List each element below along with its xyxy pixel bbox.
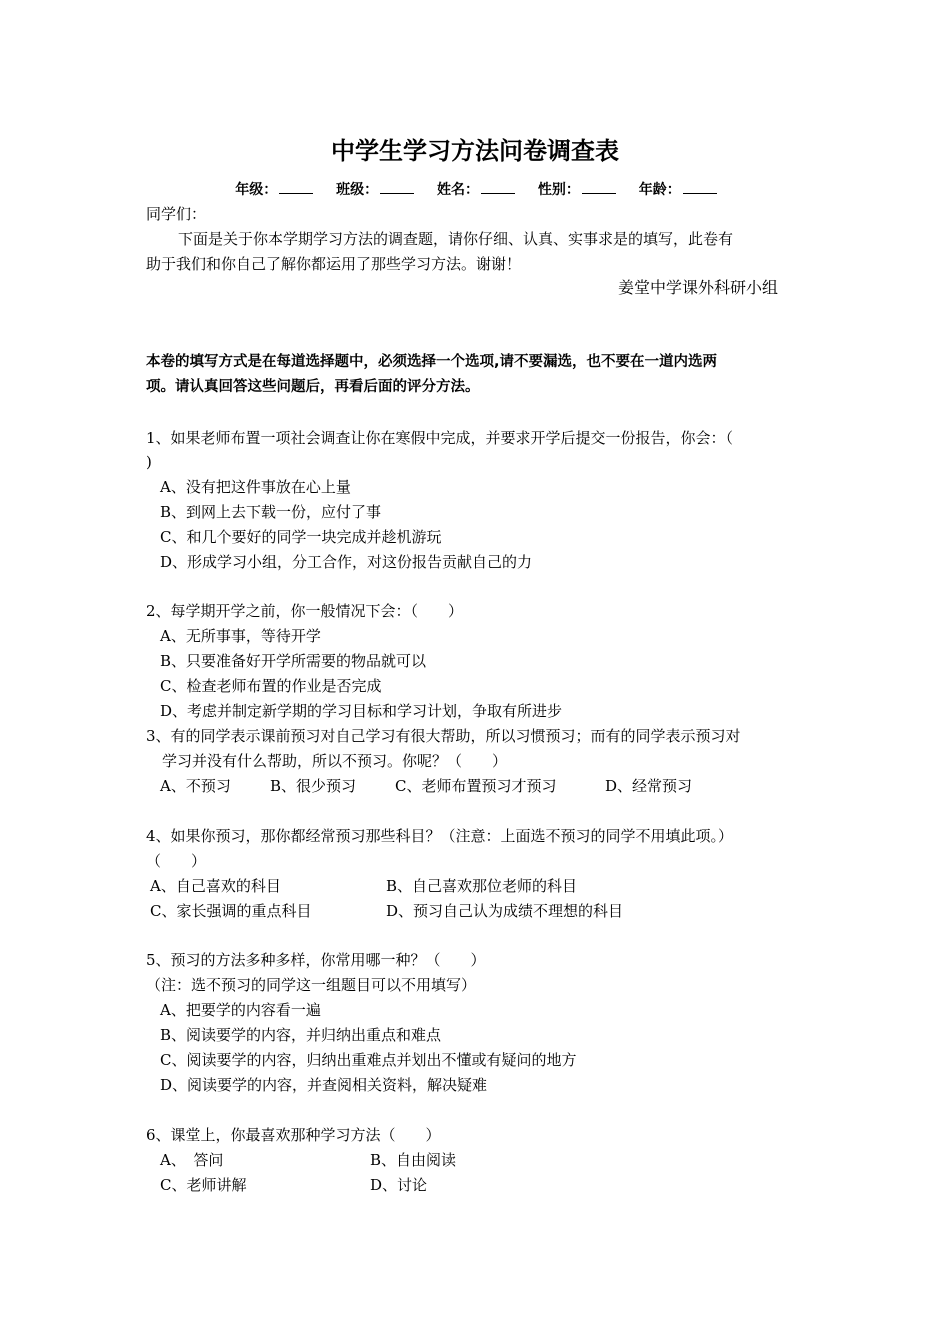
q3-option-d: D、经常预习 bbox=[605, 777, 693, 795]
q3-option-a: A、不预习 bbox=[160, 777, 231, 795]
grade-label: 年级： bbox=[235, 182, 278, 198]
question-6: 6、课堂上，你最喜欢那种学习方法（ ） bbox=[146, 1126, 441, 1144]
question-4-cont: （ ） bbox=[146, 852, 207, 870]
intro-line-2: 助于我们和你自己了解你都运用了那些学习方法。谢谢！ bbox=[146, 255, 522, 273]
question-3-cont: 学习并没有什么帮助，所以不预习。你呢？（ ） bbox=[162, 752, 508, 770]
student-info-fields bbox=[0, 179, 950, 200]
question-5-note: （注：选不预习的同学这一组题目可以不用填写） bbox=[146, 976, 477, 994]
q5-option-a: A、把要学的内容看一遍 bbox=[160, 1001, 321, 1019]
q6-option-c: C、老师讲解 bbox=[160, 1176, 247, 1194]
q6-option-a: A、 答问 bbox=[160, 1151, 224, 1169]
gender-blank bbox=[582, 179, 616, 194]
name-label: 姓名： bbox=[437, 182, 479, 198]
q3-option-b: B、很少预习 bbox=[270, 777, 357, 795]
q2-option-a: A、无所事事，等待开学 bbox=[160, 627, 321, 645]
page-title: 中学生学习方法问卷调查表 bbox=[331, 136, 619, 165]
q2-option-c: C、检查老师布置的作业是否完成 bbox=[160, 677, 382, 695]
question-2: 2、每学期开学之前，你一般情况下会：（ ） bbox=[146, 602, 464, 620]
class-label: 班级： bbox=[336, 182, 379, 198]
q4-option-b: B、自己喜欢那位老师的科目 bbox=[386, 877, 578, 895]
question-5: 5、预习的方法多种多样，你常用哪一种？（ ） bbox=[146, 951, 486, 969]
question-1-cont: ) bbox=[146, 453, 152, 471]
q2-option-d: D、考虑并制定新学期的学习目标和学习计划，争取有所进步 bbox=[160, 702, 563, 720]
instructions-line-1: 本卷的填写方式是在每道选择题中，必须选择一个选项,请不要漏选，也不要在一道内选两 bbox=[146, 354, 718, 370]
q4-option-c: C、家长强调的重点科目 bbox=[150, 902, 312, 920]
grade-blank bbox=[279, 179, 313, 194]
q2-option-b: B、只要准备好开学所需要的物品就可以 bbox=[160, 652, 427, 670]
q1-option-d: D、形成学习小组，分工合作，对这份报告贡献自己的力 bbox=[160, 553, 533, 571]
q1-option-a: A、没有把这件事放在心上量 bbox=[160, 478, 351, 496]
age-blank bbox=[683, 179, 717, 194]
question-1: 1、如果老师布置一项社会调查让你在寒假中完成，并要求开学后提交一份报告，你会：（ bbox=[146, 429, 734, 447]
instructions-line-2: 项。请认真回答这些问题后，再看后面的评分方法。 bbox=[146, 379, 480, 395]
q3-option-c: C、老师布置预习才预习 bbox=[395, 777, 557, 795]
q1-option-b: B、到网上去下载一份，应付了事 bbox=[160, 503, 382, 521]
q4-option-a: A、自己喜欢的科目 bbox=[150, 877, 281, 895]
name-blank bbox=[481, 179, 515, 194]
question-3: 3、有的同学表示课前预习对自己学习有很大帮助，所以习惯预习；而有的同学表示预习对 bbox=[146, 727, 741, 745]
q4-option-d: D、预习自己认为成绩不理想的科目 bbox=[386, 902, 624, 920]
q1-option-c: C、和几个要好的同学一块完成并趁机游玩 bbox=[160, 528, 442, 546]
question-4: 4、如果你预习，那你都经常预习那些科目？（注意：上面选不预习的同学不用填此项。） bbox=[146, 827, 734, 845]
class-blank bbox=[380, 179, 414, 194]
gender-label: 性别： bbox=[537, 182, 580, 198]
q5-option-b: B、阅读要学的内容，并归纳出重点和难点 bbox=[160, 1026, 442, 1044]
q6-option-b: B、自由阅读 bbox=[370, 1151, 457, 1169]
q5-option-d: D、阅读要学的内容，并查阅相关资料，解决疑难 bbox=[160, 1076, 488, 1094]
q5-option-c: C、阅读要学的内容，归纳出重难点并划出不懂或有疑问的地方 bbox=[160, 1051, 577, 1069]
greeting: 同学们： bbox=[146, 205, 207, 223]
intro-line-1: 下面是关于你本学期学习方法的调查题，请你仔细、认真、实事求是的填写，此卷有 bbox=[178, 230, 734, 248]
q6-option-d: D、讨论 bbox=[370, 1176, 428, 1194]
signature: 姜堂中学课外科研小组 bbox=[618, 278, 779, 297]
age-label: 年龄： bbox=[638, 182, 681, 198]
